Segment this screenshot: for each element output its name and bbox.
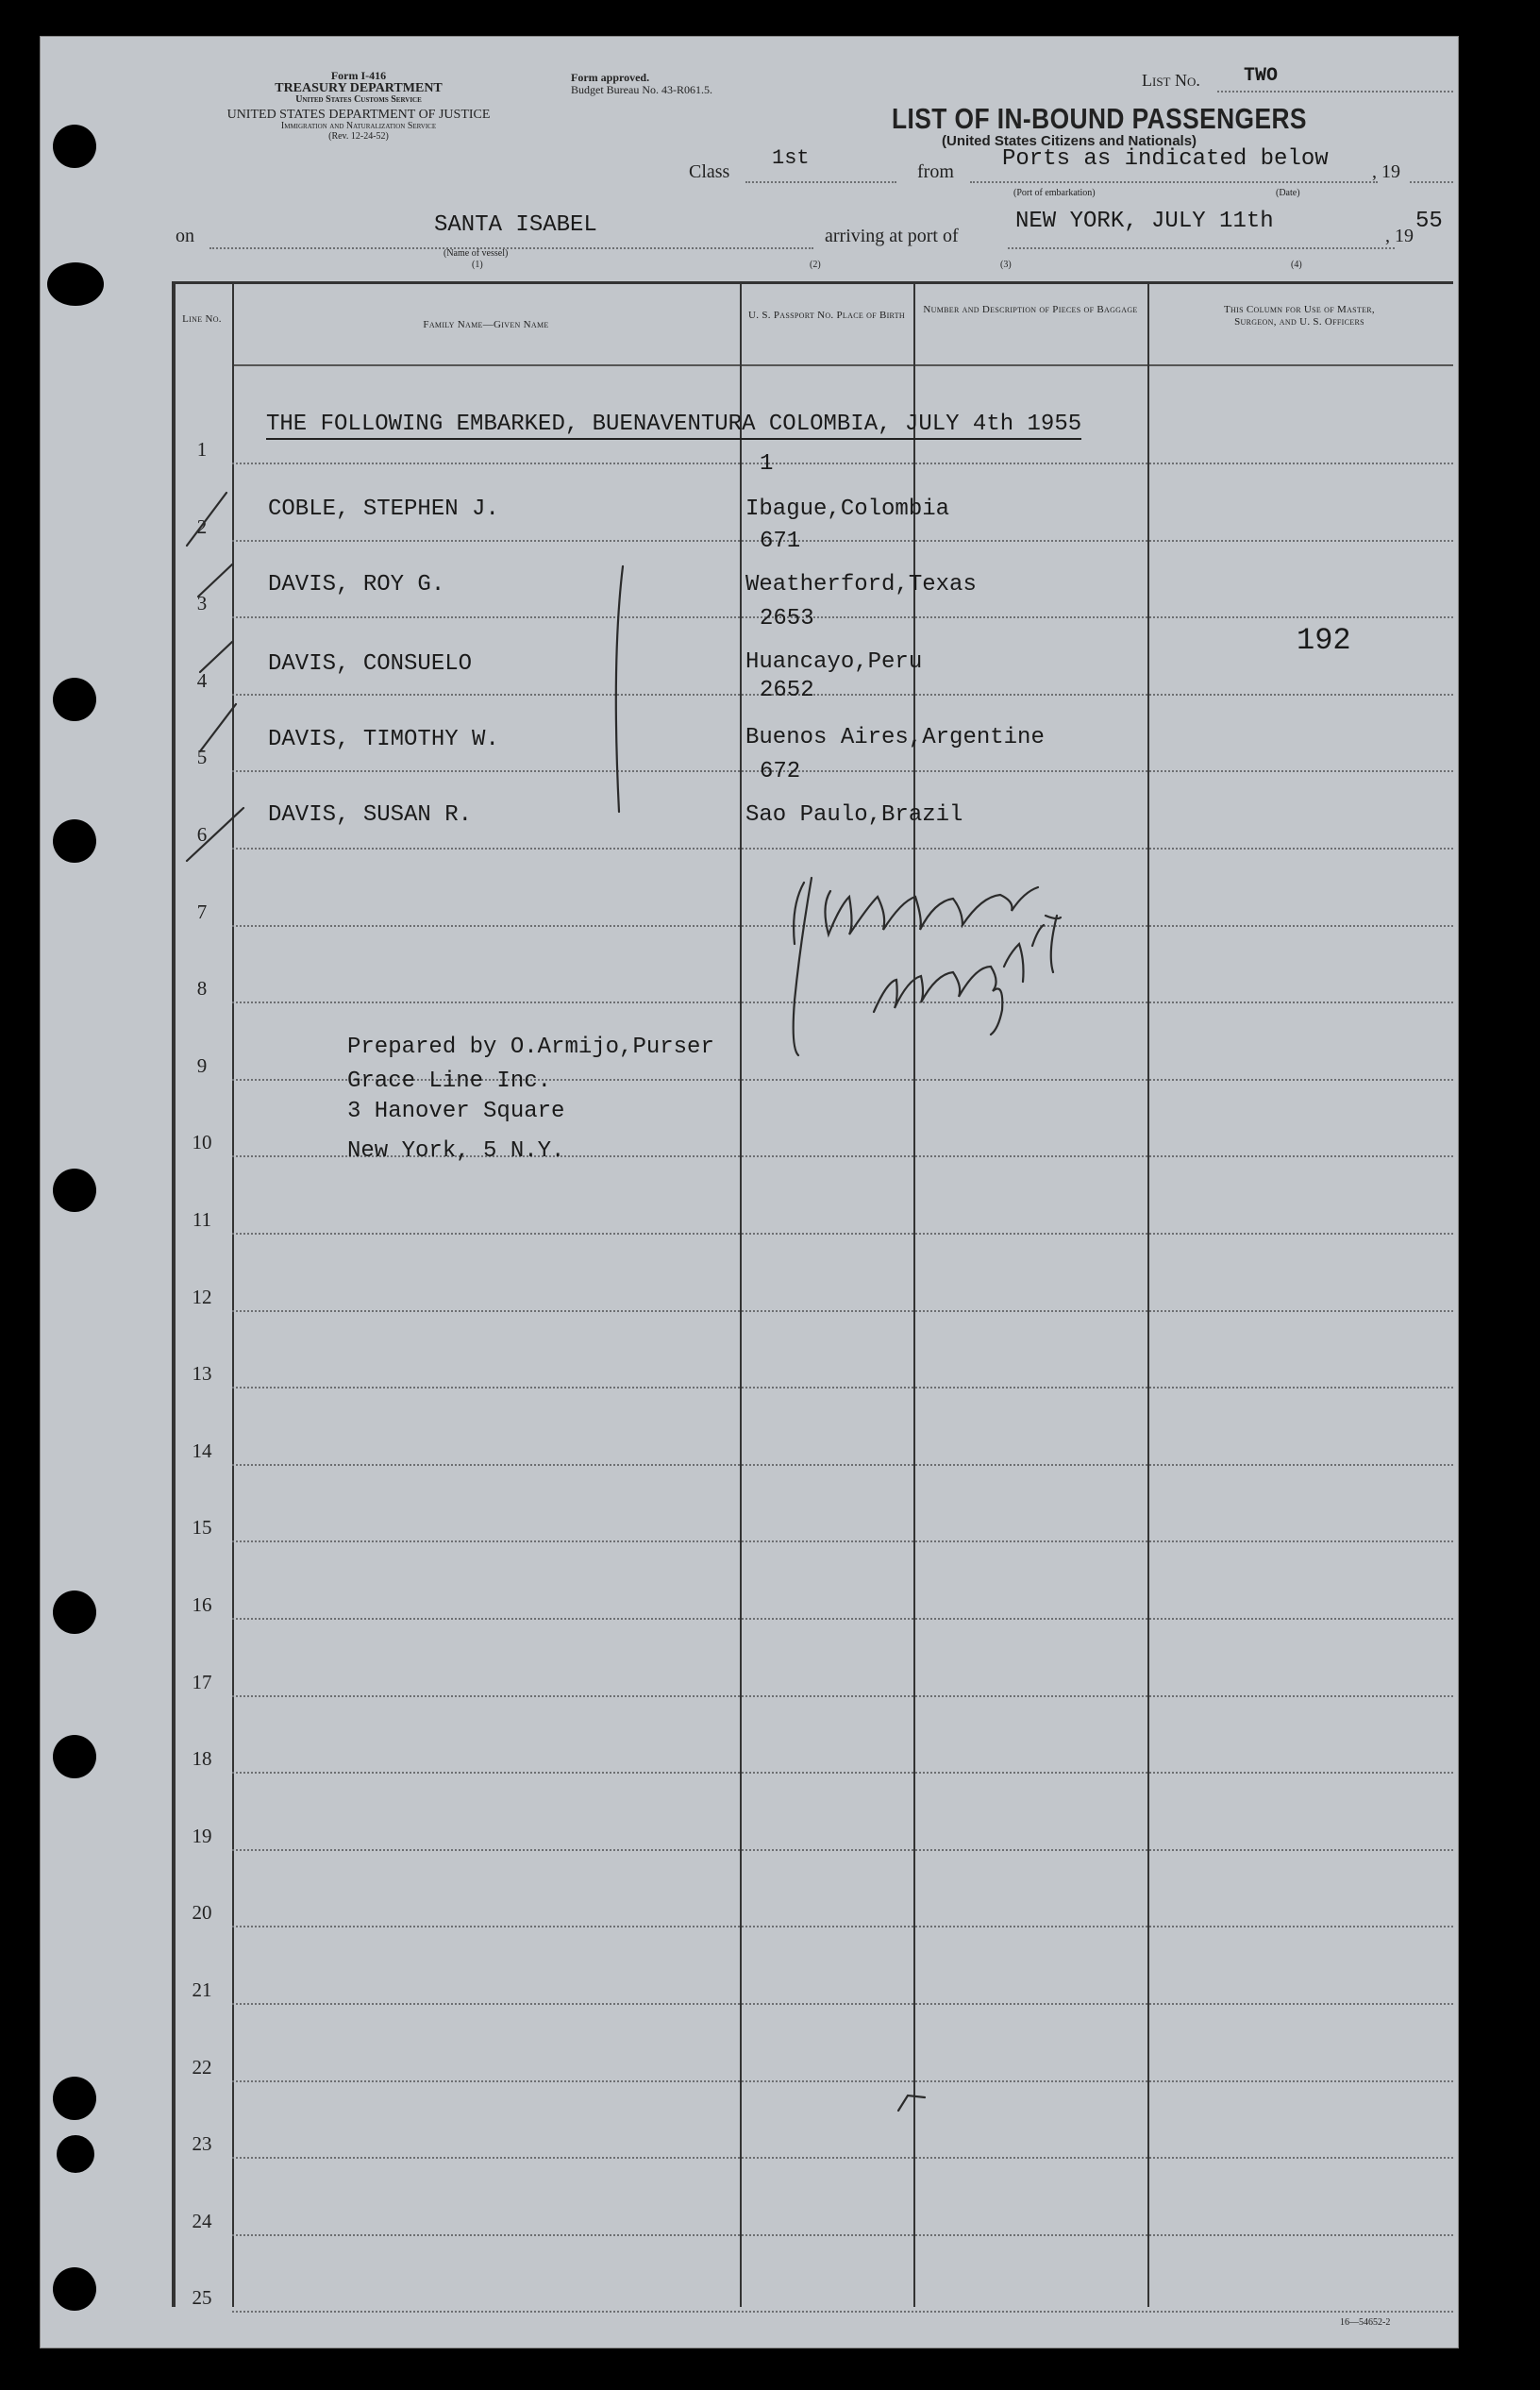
row-number: 5 [196,746,208,769]
col-baggage: Number and Description of Pieces of Baggage [923,304,1138,315]
ports-value: Ports as indicated below [1002,146,1329,172]
row-number: 14 [192,1439,212,1462]
form-code: 16—54652-2 [1340,2317,1391,2328]
check-mark-2 [187,493,226,546]
row-number: 23 [192,2132,212,2156]
form-approved: Form approved. [571,71,650,84]
arrival-value: NEW YORK, JULY 11th [1015,209,1274,234]
birthplace-1: Ibague,Colombia [745,497,950,522]
passenger-name-3: DAVIS, CONSUELO [268,651,473,677]
revision: (Rev. 12-24-52) [328,130,389,142]
on-label: on [176,226,194,246]
form-number: Form I-416 [330,69,387,82]
passenger-name-2: DAVIS, ROY G. [268,572,445,598]
vessel-caption: (Name of vessel) [444,248,509,259]
prepared-street: 3 Hanover Square [347,1099,565,1124]
embark-line: THE FOLLOWING EMBARKED, BUENAVENTURA COLOMBIA, JULY 4th 1955 [266,412,1081,440]
from-label: from [917,161,954,182]
row-number: 3 [196,592,208,615]
birthplace-4: Buenos Aires,Argentine [745,725,1045,750]
budget-bureau: Budget Bureau No. 43-R061.5. [571,82,712,96]
passport-2: 671 [760,529,801,554]
treasury-department: TREASURY DEPARTMENT [275,80,443,95]
class-value: 1st [772,146,810,170]
row-number: 20 [192,1901,212,1925]
row-number: 10 [192,1131,212,1154]
row-number: 2 [196,514,208,538]
caption-1: (1) [472,260,483,270]
check-mark-3 [198,564,232,597]
officer-note: 192 [1297,623,1351,658]
year-prefix-2: , 19 [1385,226,1414,246]
col-passport: U. S. Passport No. Place of Birth [748,310,905,321]
bracket-mark [616,566,623,812]
row-number: 17 [192,1670,212,1693]
col-name: Family Name—Given Name [423,319,549,330]
caption-3: (3) [1000,260,1012,270]
row-number: 19 [192,1824,212,1847]
list-no-label: List No. [1142,71,1200,90]
row-number: 7 [196,900,208,923]
page-title: LIST OF IN-BOUND PASSENGERS [892,102,1307,135]
row-number: 24 [192,2209,212,2232]
row-number: 12 [192,1285,212,1308]
caption-2: (2) [810,260,821,270]
row-number: 8 [196,977,208,1001]
row-number: 15 [192,1516,212,1540]
row-number: 9 [196,1053,208,1077]
passport-4: 2652 [760,678,814,703]
check-mark-6 [187,808,243,861]
port-caption: (Port of embarkation) [1013,188,1096,198]
prepared-city: New York, 5 N.Y. [347,1138,565,1164]
arriving-label: arriving at port of [825,226,959,246]
vessel-value: SANTA ISABEL [434,212,597,238]
list-no-value: TWO [1244,65,1279,87]
row-number: 22 [192,2055,212,2079]
page-subtitle: (United States Citizens and Nationals) [942,133,1197,149]
signature-line-2 [874,916,1061,1035]
col-line-no: Line No. [182,313,222,325]
year-value: 55 [1415,209,1443,234]
row-number: 11 [192,1208,212,1231]
prepared-company: Grace Line Inc. [347,1069,552,1094]
col-officers: This Column for Use of Master, Surgeon, and U. S. Officers [1224,304,1375,328]
date-caption: (Date) [1276,188,1300,198]
tick-mark-23 [898,2095,925,2111]
row-number: 13 [192,1362,212,1386]
caption-4: (4) [1291,260,1302,270]
signature [794,878,1038,1055]
row-number: 4 [196,668,208,692]
passenger-name-1: COBLE, STEPHEN J. [268,497,499,522]
passenger-name-5: DAVIS, SUSAN R. [268,802,473,828]
birthplace-3: Huancayo,Peru [745,649,923,675]
row-number: 1 [196,438,208,461]
row-number: 16 [192,1593,212,1616]
row-number: 21 [192,1978,212,2001]
check-mark-4 [200,642,232,672]
row-number: 25 [192,2286,212,2310]
check-mark-5 [200,704,236,751]
passport-5: 672 [760,759,801,784]
row-number: 18 [192,1747,212,1771]
passport-1: 1 [760,451,774,477]
birthplace-2: Weatherford,Texas [745,572,977,598]
passenger-name-4: DAVIS, TIMOTHY W. [268,727,499,752]
justice-department: UNITED STATES DEPARTMENT OF JUSTICE [226,107,491,122]
immigration-service: Immigration and Naturalization Service [280,121,437,132]
prepared-by: Prepared by O.Armijo,Purser [347,1035,714,1060]
passport-3: 2653 [760,606,814,631]
year-prefix-1: , 19 [1372,161,1400,182]
class-label: Class [689,161,730,182]
row-number: 6 [196,823,208,846]
customs-service: United States Customs Service [295,94,422,106]
birthplace-5: Sao Paulo,Brazil [745,802,963,828]
